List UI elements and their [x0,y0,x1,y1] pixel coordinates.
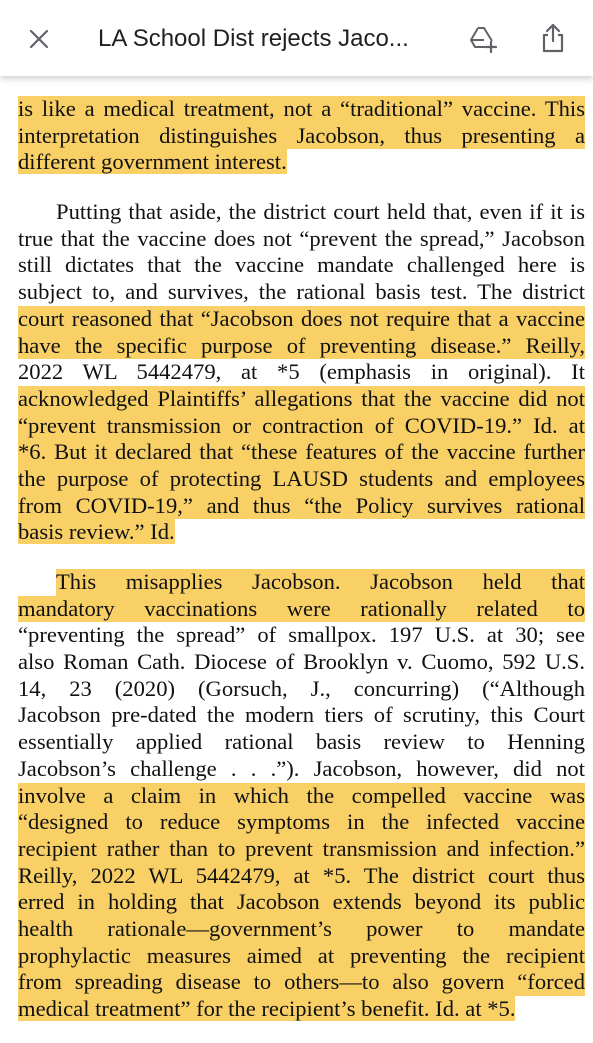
text-line [0,279,593,306]
line-text: *6. But it declared that “these features of the vaccine further [18,439,585,465]
line-text: “preventing the spread” of smallpox. 197 U.S. at 30; see [18,622,585,648]
text-line [0,252,593,279]
line-text: essentially applied rational basis review to Henning [18,729,585,755]
line-text: acknowledged Plaintiffs’ allegations that the vaccine did not [18,385,585,411]
line-text: different government interest. [18,149,287,175]
text-line [0,596,593,623]
line-text: erred in holding that Jacobson extends beyond its public [18,889,585,915]
line-text: recipient rather than to prevent transmission and infection.” [18,835,585,861]
text-line [0,783,593,810]
line-text: 2022 WL 5442479, at *5 (emphasis in original). It [18,359,585,385]
text-line [0,649,593,676]
line-text: Jacobson’s challenge . . .”). Jacobson, however, did not [18,755,585,781]
text-line [0,702,593,729]
text-line [0,676,593,703]
text-line [0,756,593,783]
line-text: true that the vaccine does not “prevent the spread,” Jacobson [18,225,585,251]
text-line [0,413,593,440]
text-line [0,123,593,150]
paragraph-2 [0,199,593,546]
text-line [0,519,593,546]
add-to-drive-icon [468,25,498,53]
text-line [0,493,593,520]
line-text: interpretation distinguishes Jacobson, thus presenting a [18,122,585,148]
line-text: mandatory vaccinations were rationally related to [18,595,585,621]
text-line [0,916,593,943]
line-text: Jacobson pre-dated the modern tiers of scrutiny, this Court [18,702,585,728]
text-line [0,969,593,996]
line-text: from spreading disease to others—to also govern “forced [18,969,585,995]
line-text: involve a claim in which the compelled vaccine was [18,782,585,808]
share-button[interactable] [536,20,570,56]
share-icon [541,23,565,53]
text-line [0,889,593,916]
line-text: health rationale—government’s power to mandate [18,915,585,941]
text-line [0,569,593,596]
text-line [0,359,593,386]
text-line [0,943,593,970]
line-text: “designed to reduce symptoms in the infected vaccine [18,809,585,835]
line-text: basis review.” Id. [18,519,175,545]
line-text: 14, 23 (2020) (Gorsuch, J., concurring) (“Although [18,675,585,701]
line-text: still dictates that the vaccine mandate challenged here is [18,252,585,278]
text-line [0,149,593,176]
text-line [0,306,593,333]
line-text: the purpose of protecting LAUSD students and employees [18,465,585,491]
text-line [0,836,593,863]
close-icon [29,29,49,49]
add-to-drive-button[interactable] [466,22,500,56]
line-text: court reasoned that “Jacobson does not require that a vaccine [18,305,585,331]
paragraph-1 [0,96,593,176]
text-line [0,333,593,360]
line-text: prophylactic measures aimed at preventing the recipient [18,942,585,968]
text-line [0,466,593,493]
text-line [0,729,593,756]
app-bar [0,0,593,76]
line-text: also Roman Cath. Diocese of Brooklyn v. Cuomo, 592 U.S. [18,649,585,675]
text-line [0,226,593,253]
close-button[interactable] [22,22,56,56]
text-line [0,809,593,836]
line-text: medical treatment” for the recipient’s benefit. Id. at *5. [18,996,516,1021]
line-text: Reilly, 2022 WL 5442479, at *5. The district court thus [18,862,585,888]
line-text: is like a medical treatment, not a “traditional” vaccine. This [18,96,585,121]
line-text: Putting that aside, the district court held that, even if it is [56,199,585,225]
paragraph-3 [0,569,593,1023]
text-line [0,863,593,890]
line-text: This misapplies Jacobson. Jacobson held that [56,569,585,594]
text-line [0,996,593,1023]
text-line [0,199,593,226]
document-title: LA School Dist rejects Jaco... [98,25,409,52]
line-text: have the specific purpose of preventing disease.” Reilly, [18,332,585,358]
line-text: subject to, and survives, the rational basis test. The district [18,279,585,305]
line-text: “prevent transmission or contraction of COVID-19.” Id. at [18,412,585,438]
line-text: from COVID-19,” and thus “the Policy survives rational [18,492,585,518]
text-line [0,622,593,649]
text-line [0,439,593,466]
text-line [0,386,593,413]
document-page [0,96,593,1023]
text-line [0,96,593,123]
